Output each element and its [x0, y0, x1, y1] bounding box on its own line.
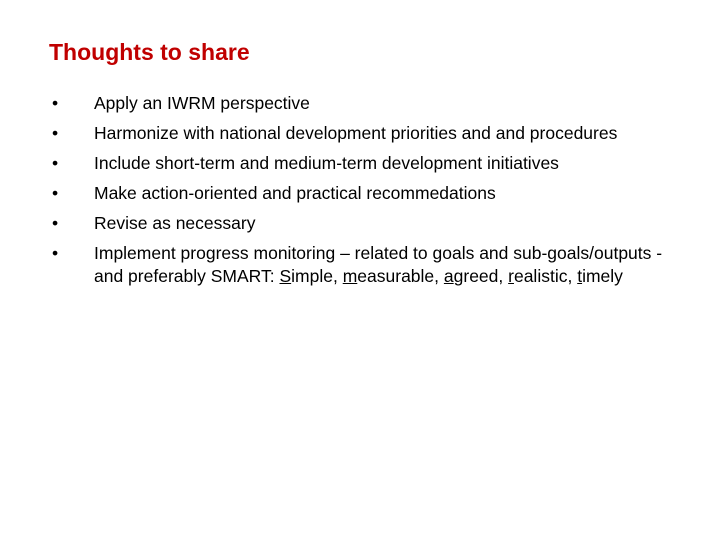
smart-term-realistic [508, 266, 577, 286]
bullet-item [0, 92, 720, 115]
smart-initial: S [279, 266, 292, 286]
smart-term-agreed [444, 266, 508, 286]
smart-term-simple [279, 266, 342, 286]
bullet-text: Harmonize with national development priorities and and procedures [94, 123, 618, 143]
smart-initial: m [342, 266, 358, 286]
smart-separator: , [567, 266, 578, 286]
bullet-dot-icon: • [52, 183, 59, 203]
bullet-item [0, 152, 720, 175]
bullet-text: Make action-oriented and practical recommedations [94, 183, 496, 203]
bullet-text: Apply an IWRM perspective [94, 93, 310, 113]
bullet-dot-icon: • [52, 93, 59, 113]
bullet-text: Include short-term and medium-term development initiatives [94, 153, 559, 173]
smart-initial: r [508, 266, 514, 286]
slide-title: Thoughts to share [49, 39, 250, 65]
smart-separator: , [332, 266, 343, 286]
bullet-list [0, 92, 720, 295]
bullet-text: Revise as necessary [94, 213, 256, 233]
smart-separator: , [498, 266, 509, 286]
bullet-dot-icon: • [52, 153, 59, 173]
bullet-dot-icon: • [52, 123, 59, 143]
bullet-dot-icon: • [52, 243, 59, 263]
bullet-item-smart [0, 242, 720, 288]
smart-initial: a [443, 266, 454, 286]
smart-rest: imely [582, 266, 623, 286]
smart-rest: imple [291, 266, 333, 286]
bullet-dot-icon: • [52, 213, 59, 233]
smart-term-timely [577, 266, 623, 286]
smart-rest: ealistic [513, 266, 568, 286]
smart-initial: t [577, 266, 583, 286]
bullet-item [0, 122, 720, 145]
smart-separator: , [434, 266, 444, 286]
bullet-text-intro: Implement progress monitoring – related to goals and sub-goals/outputs - and preferably SMART: [94, 243, 663, 286]
smart-term-measurable [343, 266, 444, 286]
smart-rest: greed [453, 266, 499, 286]
smart-rest: easurable [357, 266, 435, 286]
bullet-item [0, 182, 720, 205]
bullet-item [0, 212, 720, 235]
